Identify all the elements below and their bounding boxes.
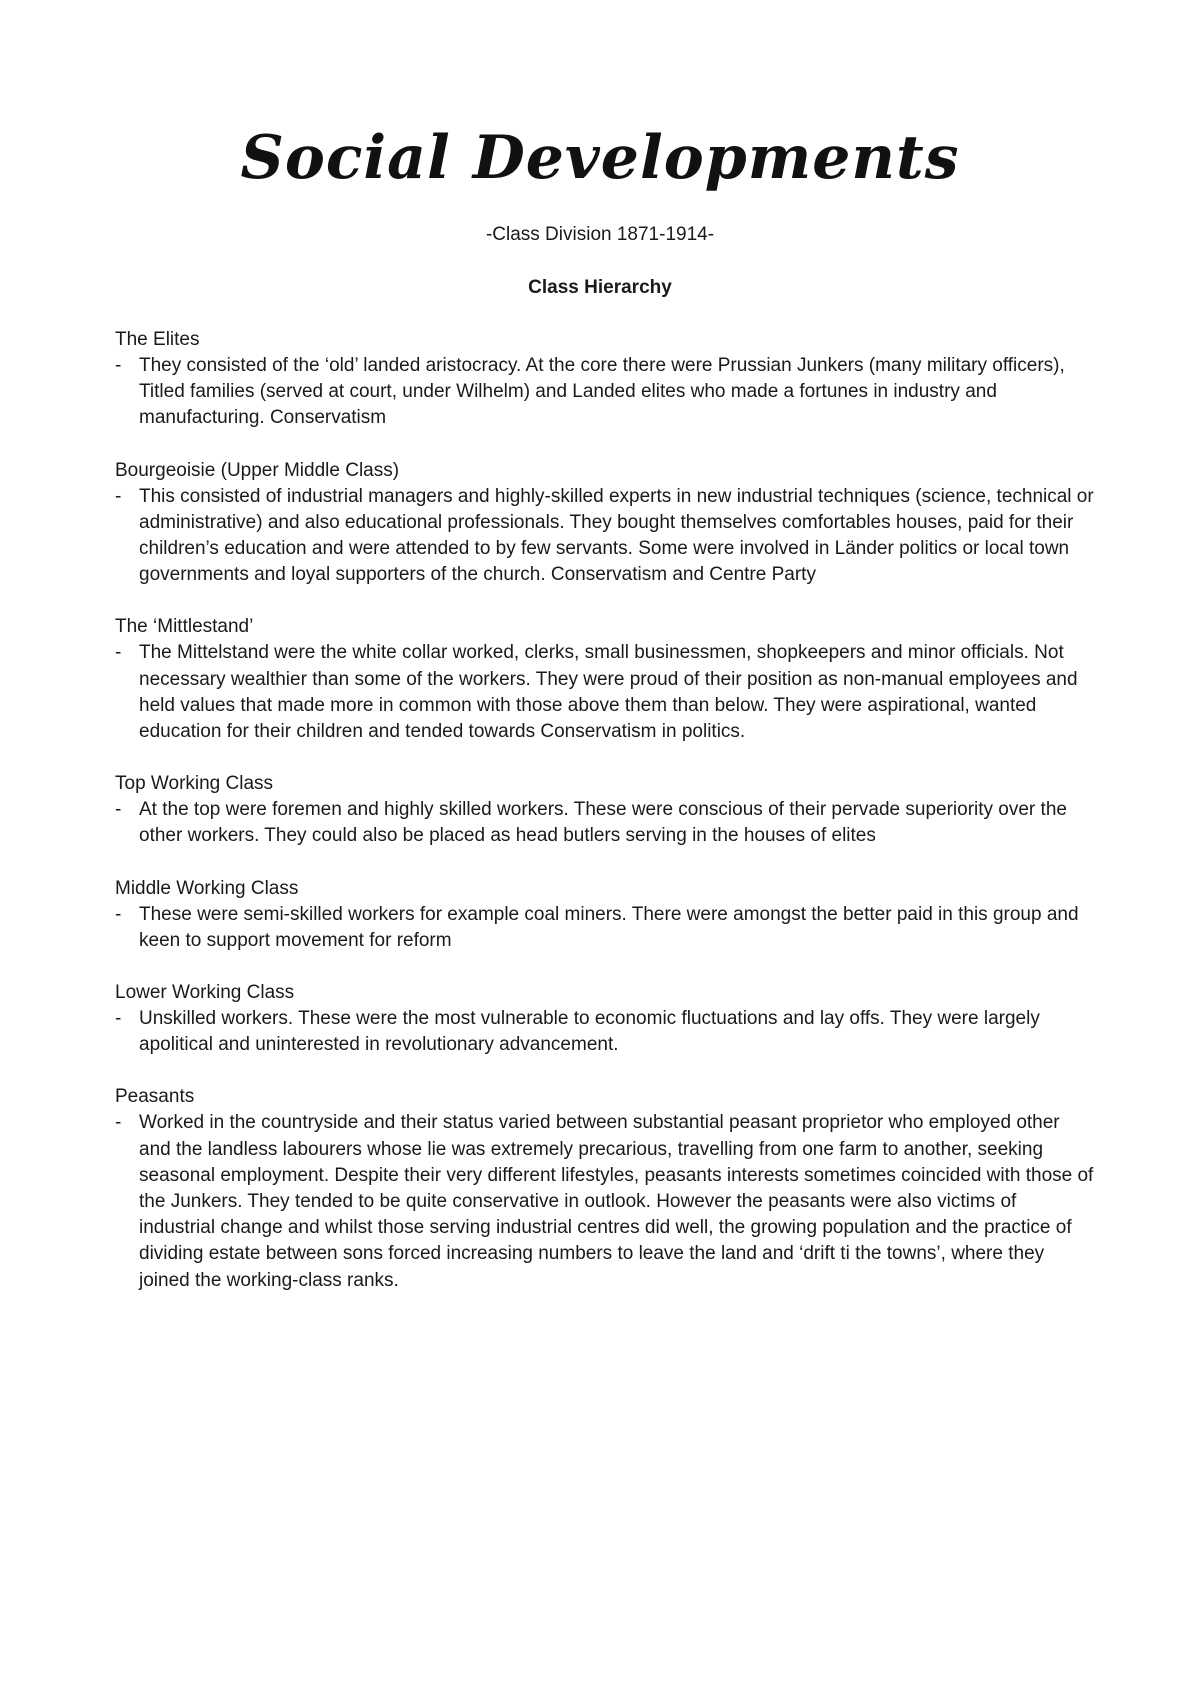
section-bourgeoisie bbox=[115, 458, 1095, 589]
section-mittelstand bbox=[115, 614, 1095, 745]
section-middle-working-class bbox=[115, 876, 1095, 954]
section-title: Top Working Class bbox=[115, 773, 274, 795]
bullet-item bbox=[115, 902, 1095, 954]
bullet-dash: - bbox=[115, 355, 122, 376]
bullet-item bbox=[115, 353, 1095, 432]
bullet-dash: - bbox=[115, 642, 122, 664]
section-elites bbox=[115, 327, 1095, 432]
bullet-dash: - bbox=[115, 903, 122, 925]
section-title: Bourgeoisie (Upper Middle Class) bbox=[115, 459, 400, 481]
bullet-text: This consisted of industrial managers and highly-skilled experts in new industrial techniques (science, technical or administrative) and also educational professionals. They bought themselves comfortables houses, paid for their children’s education and were attended to by few servants. Some were involved in Länder politics or local town governments and loyal supporters of the church. Conservatism and Centre Party bbox=[139, 485, 1094, 586]
section-title: Middle Working Class bbox=[115, 877, 299, 899]
bullet-dash: - bbox=[115, 1008, 122, 1030]
bullet-dash: - bbox=[115, 485, 122, 507]
bullet-text: They consisted of the ‘old’ landed aristocracy. At the core there were Prussian Junkers (many military officers), Titled families (served at court, under Wilhelm) and Landed elites who made a fortunes in industry and manufacturing. Conservatism bbox=[139, 355, 1065, 429]
bullet-item bbox=[115, 484, 1095, 589]
bullet-item bbox=[115, 640, 1095, 745]
bullet-text: These were semi-skilled workers for example coal miners. There were amongst the better paid in this group and keen to support movement for reform bbox=[139, 903, 1079, 951]
section-heading: Class Hierarchy bbox=[528, 277, 672, 298]
page-title: Social Developments bbox=[240, 123, 960, 193]
section-top-working-class bbox=[115, 771, 1095, 849]
section-peasants bbox=[115, 1084, 1095, 1293]
section-title: The Elites bbox=[115, 329, 200, 350]
section-title: Lower Working Class bbox=[115, 982, 295, 1004]
bullet-item bbox=[115, 1006, 1095, 1058]
bullet-dash: - bbox=[115, 1112, 122, 1134]
section-lower-working-class bbox=[115, 980, 1095, 1058]
bullet-text: At the top were foremen and highly skilled workers. These were conscious of their pervade superiority over the other workers. They could also be placed as head butlers serving in the houses of elites bbox=[139, 799, 1067, 847]
page-subtitle: -Class Division 1871-1914- bbox=[485, 224, 715, 245]
bullet-text: The Mittelstand were the white collar worked, clerks, small businessmen, shopkeepers and minor officials. Not necessary wealthier than some of the workers. They were proud of their position as non-manual employees and held values that made more in common with those above them than below. They were aspirational, wanted education for their children and tended towards Conservatism in politics. bbox=[139, 642, 1078, 743]
class-sections bbox=[115, 327, 1095, 1320]
bullet-text: Unskilled workers. These were the most vulnerable to economic fluctuations and lay offs. They were largely apolitical and uninterested in revolutionary advancement. bbox=[139, 1008, 1040, 1056]
section-title: The ‘Mittlestand’ bbox=[115, 616, 254, 638]
bullet-item bbox=[115, 1110, 1095, 1293]
bullet-text: Worked in the countryside and their status varied between substantial peasant proprietor who employed other and the landless labourers whose lie was extremely precarious, travelling from one farm to another, seeking seasonal employment. Despite their very different lifestyles, peasants interests sometimes coincided with those of the Junkers. They tended to be quite conservative in outlook. However the peasants were also victims of industrial change and whilst those serving industrial centres did well, the growing population and the practice of dividing estate between sons forced increasing numbers to leave the land and ‘drift ti the towns’, where they joined the working-class ranks. bbox=[139, 1112, 1094, 1291]
bullet-item bbox=[115, 797, 1095, 849]
bullet-dash: - bbox=[115, 799, 122, 821]
section-title: Peasants bbox=[115, 1086, 195, 1108]
